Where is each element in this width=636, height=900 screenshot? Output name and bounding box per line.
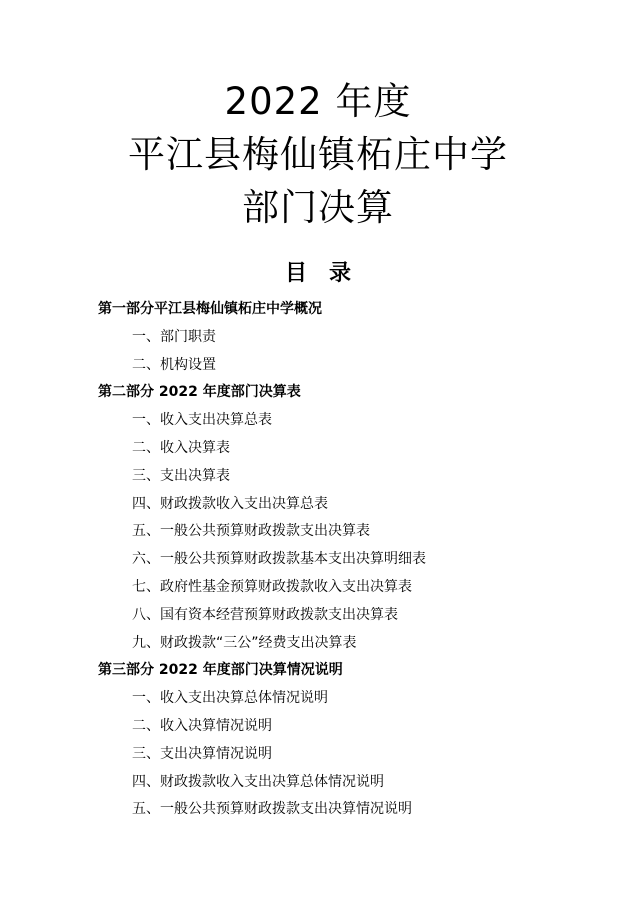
toc-part-3: 第三部分 2022 年度部门决算情况说明 [98, 662, 343, 679]
toc-item: 三、支出决算情况说明 [132, 745, 272, 762]
toc-item: 四、财政拨款收入支出决算总体情况说明 [132, 773, 384, 790]
toc-heading-right: 录 [329, 261, 352, 286]
toc-item: 八、国有资本经营预算财政拨款支出决算表 [132, 606, 398, 623]
toc-item: 二、收入决算情况说明 [132, 717, 272, 734]
toc-heading [0, 259, 636, 289]
toc-item: 三、支出决算表 [132, 467, 230, 484]
toc-item: 二、收入决算表 [132, 439, 230, 456]
document-title-subject: 部门决算 [242, 186, 394, 229]
toc-item: 五、一般公共预算财政拨款支出决算表 [132, 523, 370, 540]
toc-part-1: 第一部分平江县梅仙镇柘庄中学概况 [98, 301, 322, 317]
document-title-organization: 平江县梅仙镇柘庄中学 [128, 133, 508, 176]
toc-item: 七、政府性基金预算财政拨款收入支出决算表 [132, 578, 412, 595]
document-title-year: 2022 年度 [224, 80, 412, 123]
toc-item: 九、财政拨款“三公”经费支出决算表 [132, 634, 357, 651]
toc-item: 四、财政拨款收入支出决算总表 [132, 495, 328, 512]
toc-item: 二、机构设置 [132, 356, 216, 373]
toc-item: 一、部门职责 [132, 328, 216, 345]
toc-item: 六、一般公共预算财政拨款基本支出决算明细表 [132, 551, 426, 568]
toc-heading-left: 目 [284, 261, 307, 286]
toc-item: 一、收入支出决算总体情况说明 [132, 690, 328, 707]
toc-part-2: 第二部分 2022 年度部门决算表 [98, 384, 301, 401]
toc-item: 一、收入支出决算总表 [132, 412, 272, 429]
table-of-contents [0, 296, 636, 824]
toc-item: 五、一般公共预算财政拨款支出决算情况说明 [132, 801, 412, 818]
